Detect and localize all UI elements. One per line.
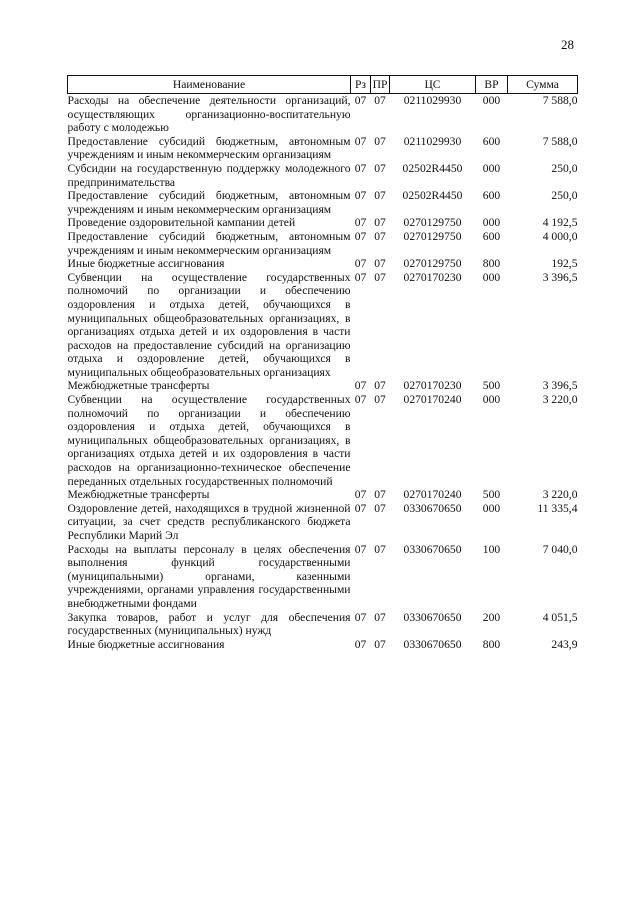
table-row (68, 189, 578, 216)
cell-pr: 07 (374, 610, 386, 624)
cell-vr: 600 (482, 134, 501, 148)
cell-name: Субсидии на государственную поддержку молодежного предпринимательства (67, 161, 351, 189)
header-name: Наименование (68, 76, 351, 94)
table-row (68, 543, 578, 611)
cell-name: Иные бюджетные ассигнования (67, 257, 225, 271)
cell-rz: 07 (354, 610, 367, 624)
cell-cs: 0330670650 (403, 501, 462, 515)
cell-rz: 07 (354, 393, 367, 407)
cell-pr: 07 (374, 229, 386, 243)
header-rz: Рз (351, 76, 371, 94)
cell-rz: 07 (354, 501, 367, 515)
cell-name: Расходы на обеспечение деятельности организаций, осуществляющих организационно-воспитательную работу с молодежью (67, 94, 351, 135)
table-body (68, 94, 578, 652)
cell-pr: 07 (374, 637, 386, 651)
cell-name: Межбюджетные трансферты (67, 379, 210, 393)
cell-vr: 000 (482, 501, 501, 515)
cell-vr: 000 (482, 161, 501, 175)
cell-cs: 0270170240 (403, 393, 462, 407)
cell-vr: 600 (482, 229, 501, 243)
cell-rz: 07 (354, 379, 367, 393)
table-row (68, 502, 578, 543)
cell-pr: 07 (374, 257, 386, 271)
cell-rz: 07 (354, 488, 367, 502)
cell-cs: 0270170240 (403, 488, 462, 502)
table-row (68, 94, 578, 135)
cell-cs: 0330670650 (403, 637, 462, 651)
table-header-row (68, 76, 578, 94)
cell-pr: 07 (374, 393, 386, 407)
cell-rz: 07 (354, 229, 367, 243)
cell-pr: 07 (374, 488, 386, 502)
cell-name: Расходы на выплаты персоналу в целях обеспечения выполнения функций государственными (муниципальными) органами, казенными учреждениями, органами управления государственными внебюджетными фондами (67, 542, 351, 610)
table-row (68, 393, 578, 488)
cell-rz: 07 (354, 270, 367, 284)
table-row (68, 162, 578, 189)
cell-pr: 07 (374, 216, 386, 230)
cell-rz: 07 (354, 637, 367, 651)
cell-cs: 0330670650 (403, 542, 462, 556)
cell-sum: 7 588,0 (542, 134, 578, 148)
cell-pr: 07 (374, 189, 386, 203)
cell-cs: 0270129750 (403, 257, 462, 271)
cell-rz: 07 (354, 134, 367, 148)
cell-vr: 500 (482, 488, 501, 502)
cell-sum: 243,9 (551, 637, 578, 651)
budget-table (67, 75, 578, 651)
cell-vr: 000 (482, 393, 501, 407)
cell-sum: 7 040,0 (542, 542, 578, 556)
cell-name: Оздоровление детей, находящихся в трудной жизненной ситуации, за счет средств республиканского бюджета Республики Марий Эл (67, 501, 351, 542)
page-number: 28 (561, 37, 574, 52)
cell-sum: 11 335,4 (537, 501, 578, 515)
header-cs: ЦС (390, 76, 476, 94)
cell-sum: 4 051,5 (542, 610, 578, 624)
header-pr: ПР (371, 76, 390, 94)
cell-rz: 07 (354, 216, 367, 230)
cell-vr: 200 (482, 610, 501, 624)
cell-pr: 07 (374, 501, 386, 515)
cell-vr: 000 (482, 270, 501, 284)
cell-rz: 07 (354, 257, 367, 271)
cell-pr: 07 (374, 270, 386, 284)
table-row (68, 216, 578, 230)
cell-name: Предоставление субсидий бюджетным, автономным учреждениям и иным некоммерческим организациям (67, 229, 351, 257)
cell-sum: 192,5 (551, 257, 578, 271)
cell-sum: 3 396,5 (542, 379, 578, 393)
cell-pr: 07 (374, 542, 386, 556)
cell-sum: 7 588,0 (542, 94, 578, 107)
cell-sum: 4 000,0 (542, 229, 578, 243)
cell-sum: 3 220,0 (542, 393, 578, 407)
cell-name: Субвенции на осуществление государственных полномочий по организации и обеспечению оздоровления и отдыха детей, обучающихся в муниципальных общеобразовательных организациях, в организациях отдыха детей и их оздоровления в части расходов на организационно-техническое обеспечение переданных отдельных государственных полномочий (67, 393, 351, 488)
cell-vr: 800 (482, 637, 501, 651)
cell-name: Межбюджетные трансферты (67, 488, 210, 502)
cell-cs: 0270129750 (403, 216, 462, 230)
cell-sum: 250,0 (551, 189, 578, 203)
cell-cs: 0270170230 (403, 270, 462, 284)
cell-vr: 000 (482, 94, 501, 107)
table-row (68, 638, 578, 652)
cell-sum: 3 220,0 (542, 488, 578, 502)
cell-cs: 0211029930 (403, 134, 462, 148)
cell-cs: 0211029930 (403, 94, 462, 107)
cell-rz: 07 (354, 189, 367, 203)
cell-name: Предоставление субсидий бюджетным, автономным учреждениям и иным некоммерческим организациям (67, 189, 351, 216)
cell-rz: 07 (354, 94, 367, 107)
cell-vr: 800 (482, 257, 501, 271)
cell-name: Субвенции на осуществление государственных полномочий по организации и обеспечению оздоровления и отдыха детей, обучающихся в муниципальных общеобразовательных организациях, в организациях отдыха детей и их оздоровления в части расходов на предоставление субсидий на организацию отдыха и оздоровление детей, обучающихся в муниципальных общеобразовательных организациях (67, 270, 351, 379)
cell-cs: 0330670650 (403, 610, 462, 624)
cell-sum: 250,0 (551, 161, 578, 175)
cell-vr: 000 (482, 216, 501, 230)
cell-name: Закупка товаров, работ и услуг для обеспечения государственных (муниципальных) нужд (67, 610, 351, 638)
cell-rz: 07 (354, 542, 367, 556)
cell-pr: 07 (374, 161, 386, 175)
cell-cs: 02502R4450 (402, 161, 463, 175)
cell-pr: 07 (374, 94, 386, 107)
table-row (68, 611, 578, 638)
table-row (68, 257, 578, 271)
cell-sum: 4 192,5 (542, 216, 578, 230)
table-row (68, 135, 578, 162)
cell-name: Предоставление субсидий бюджетным, автономным учреждениям и иным некоммерческим организациям (67, 134, 351, 162)
cell-vr: 600 (482, 189, 501, 203)
cell-name: Проведение оздоровительной кампании детей (67, 216, 296, 230)
cell-vr: 500 (482, 379, 501, 393)
cell-cs: 02502R4450 (402, 189, 463, 203)
header-sum: Сумма (508, 76, 578, 94)
table-row (68, 230, 578, 257)
header-vr: ВР (476, 76, 508, 94)
cell-cs: 0270129750 (403, 229, 462, 243)
cell-rz: 07 (354, 161, 367, 175)
table-row (68, 271, 578, 380)
table-row (68, 379, 578, 393)
table-row (68, 488, 578, 502)
cell-vr: 100 (482, 542, 501, 556)
cell-pr: 07 (374, 134, 386, 148)
cell-name: Иные бюджетные ассигнования (67, 637, 225, 651)
cell-cs: 0270170230 (403, 379, 462, 393)
cell-pr: 07 (374, 379, 386, 393)
cell-sum: 3 396,5 (542, 270, 578, 284)
